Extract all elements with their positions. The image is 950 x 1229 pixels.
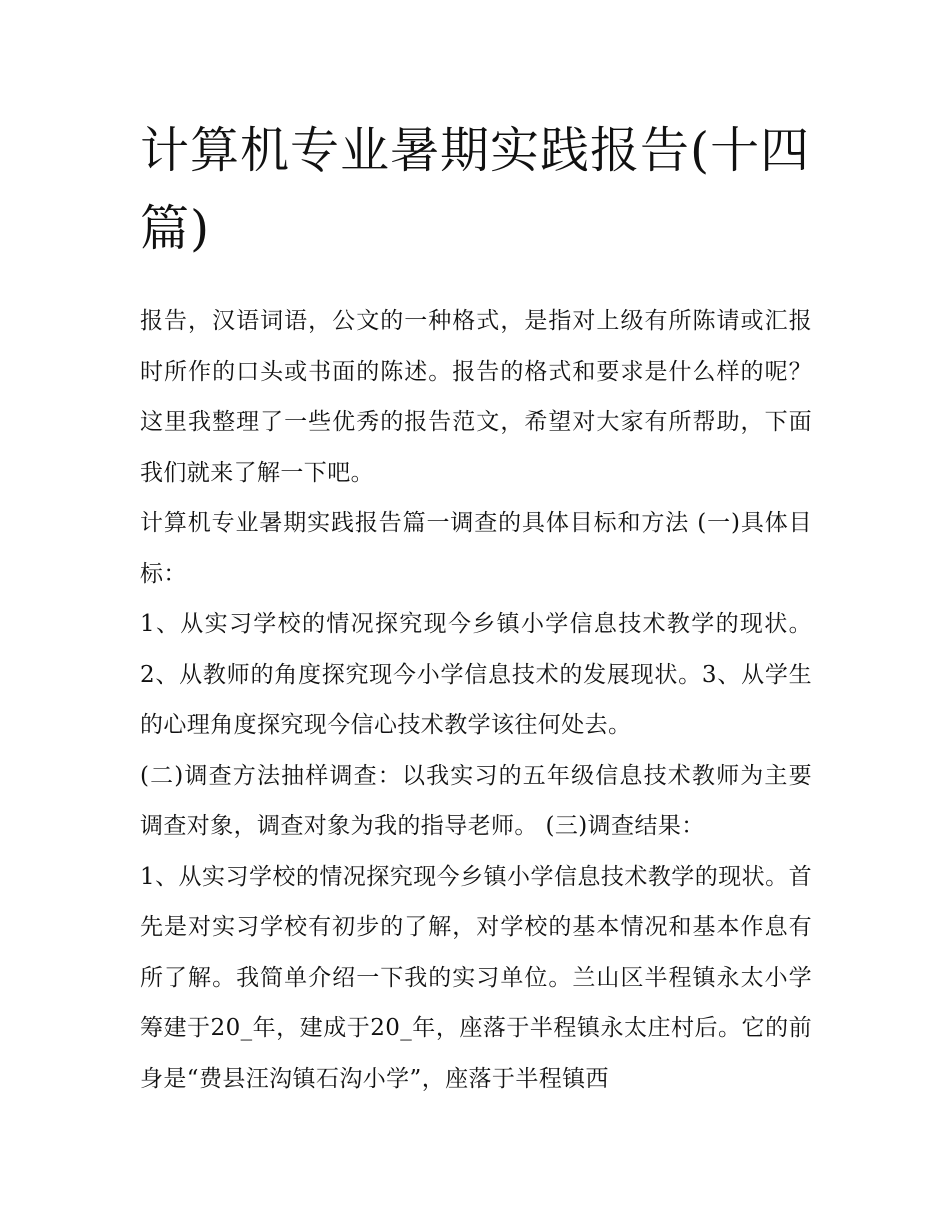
paragraph-intro: 报告，汉语词语，公文的一种格式，是指对上级有所陈请或汇报时所作的口头或书面的陈述。报告的格式和要求是什么样的呢？这里我整理了一些优秀的报告范文，希望对大家有所帮助，下面我们就来了解一下吧。 [140, 308, 812, 486]
paragraph-goals: 1、从实习学校的情况探究现今乡镇小学信息技术教学的现状。2、从教师的角度探究现今小学信息技术的发展现状。3、从学生的心理角度探究现今信心技术教学该往何处去。 [140, 611, 812, 738]
paragraph-method: (二)调查方法抽样调查：以我实习的五年级信息技术教师为主要调查对象，调查对象为我的指导老师。 (三)调查结果： [140, 762, 812, 839]
paragraph-section-heading: 计算机专业暑期实践报告篇一调查的具体目标和方法 (一)具体目标： [140, 510, 812, 587]
paragraph-results: 1、从实习学校的情况探究现今乡镇小学信息技术教学的现状。首先是对实习学校有初步的了解，对学校的基本情况和基本作息有所了解。我简单介绍一下我的实习单位。兰山区半程镇永太小学筹建于20_年，建成于20_年，座落于半程镇永太庄村后。它的前身是“费县汪沟镇石沟小学”，座落于半程镇西 [140, 863, 812, 1092]
document-title: 计算机专业暑期实践报告(十四篇) [140, 122, 811, 257]
document-page [140, 112, 812, 1104]
